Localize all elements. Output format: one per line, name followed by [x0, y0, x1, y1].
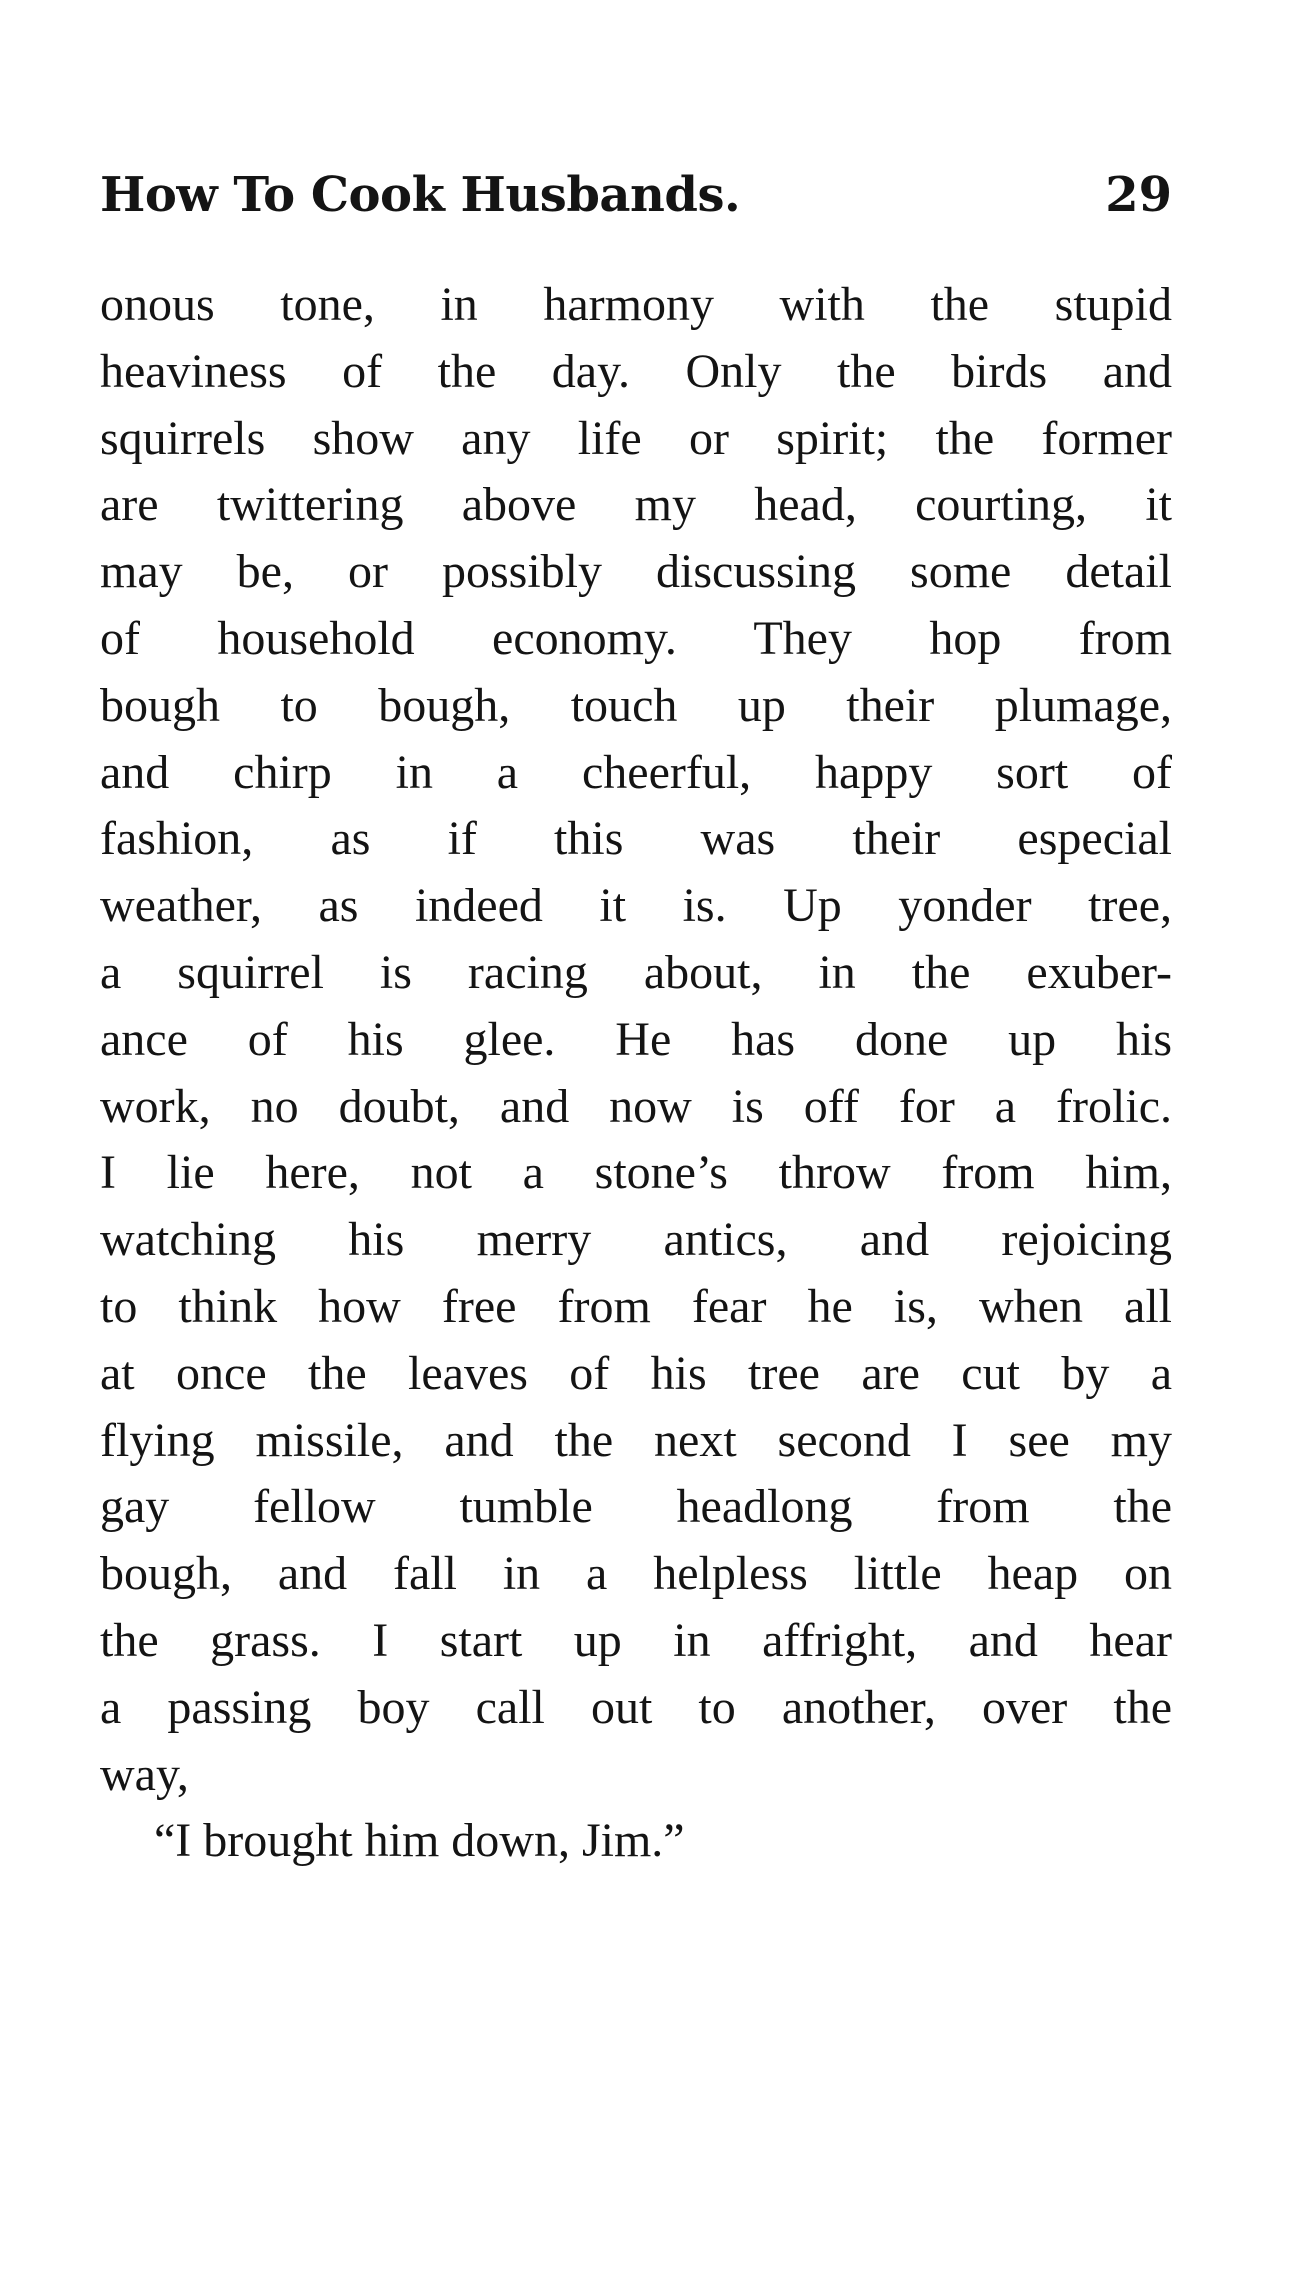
text-line: and chirp in a cheerful, happy sort of [100, 745, 1172, 799]
text-line: fashion, as if this was their especial [100, 812, 1172, 866]
body-text [100, 272, 1172, 1875]
text-line: watching his merry antics, and rejoicing [100, 1213, 1172, 1267]
text-line: way, [100, 1747, 189, 1801]
text-line: a passing boy call out to another, over the [100, 1680, 1172, 1734]
text-line: are twittering above my head, courting, it [100, 478, 1172, 532]
text-line: squirrels show any life or spirit; the former [100, 411, 1172, 465]
text-line: heaviness of the day. Only the birds and [100, 344, 1172, 398]
text-line: to think how free from fear he is, when all [100, 1279, 1172, 1333]
text-line: weather, as indeed it is. Up yonder tree, [100, 879, 1172, 933]
running-head-title: How To Cook Husbands. [100, 167, 741, 223]
page-number: 29 [1105, 167, 1172, 223]
quoted-line: “I brought him down, Jim.” [154, 1814, 685, 1868]
text-line: onous tone, in harmony with the stupid [100, 278, 1172, 331]
text-line: a squirrel is racing about, in the exuber- [100, 945, 1172, 999]
text-line: the grass. I start up in affright, and hear [100, 1613, 1172, 1667]
text-line: work, no doubt, and now is off for a frolic. [100, 1079, 1172, 1133]
running-head [100, 160, 1172, 230]
text-line: ance of his glee. He has done up his [100, 1012, 1172, 1066]
text-line: bough, and fall in a helpless little heap on [100, 1547, 1172, 1601]
text-line: bough to bough, touch up their plumage, [100, 678, 1172, 732]
text-line: of household economy. They hop from [100, 611, 1172, 665]
text-line: may be, or possibly discussing some detail [100, 545, 1172, 599]
text-line: flying missile, and the next second I see my [100, 1413, 1172, 1467]
text-line: I lie here, not a stone’s throw from him, [100, 1146, 1172, 1200]
text-line: gay fellow tumble headlong from the [100, 1480, 1172, 1534]
text-line: at once the leaves of his tree are cut by a [100, 1346, 1172, 1400]
